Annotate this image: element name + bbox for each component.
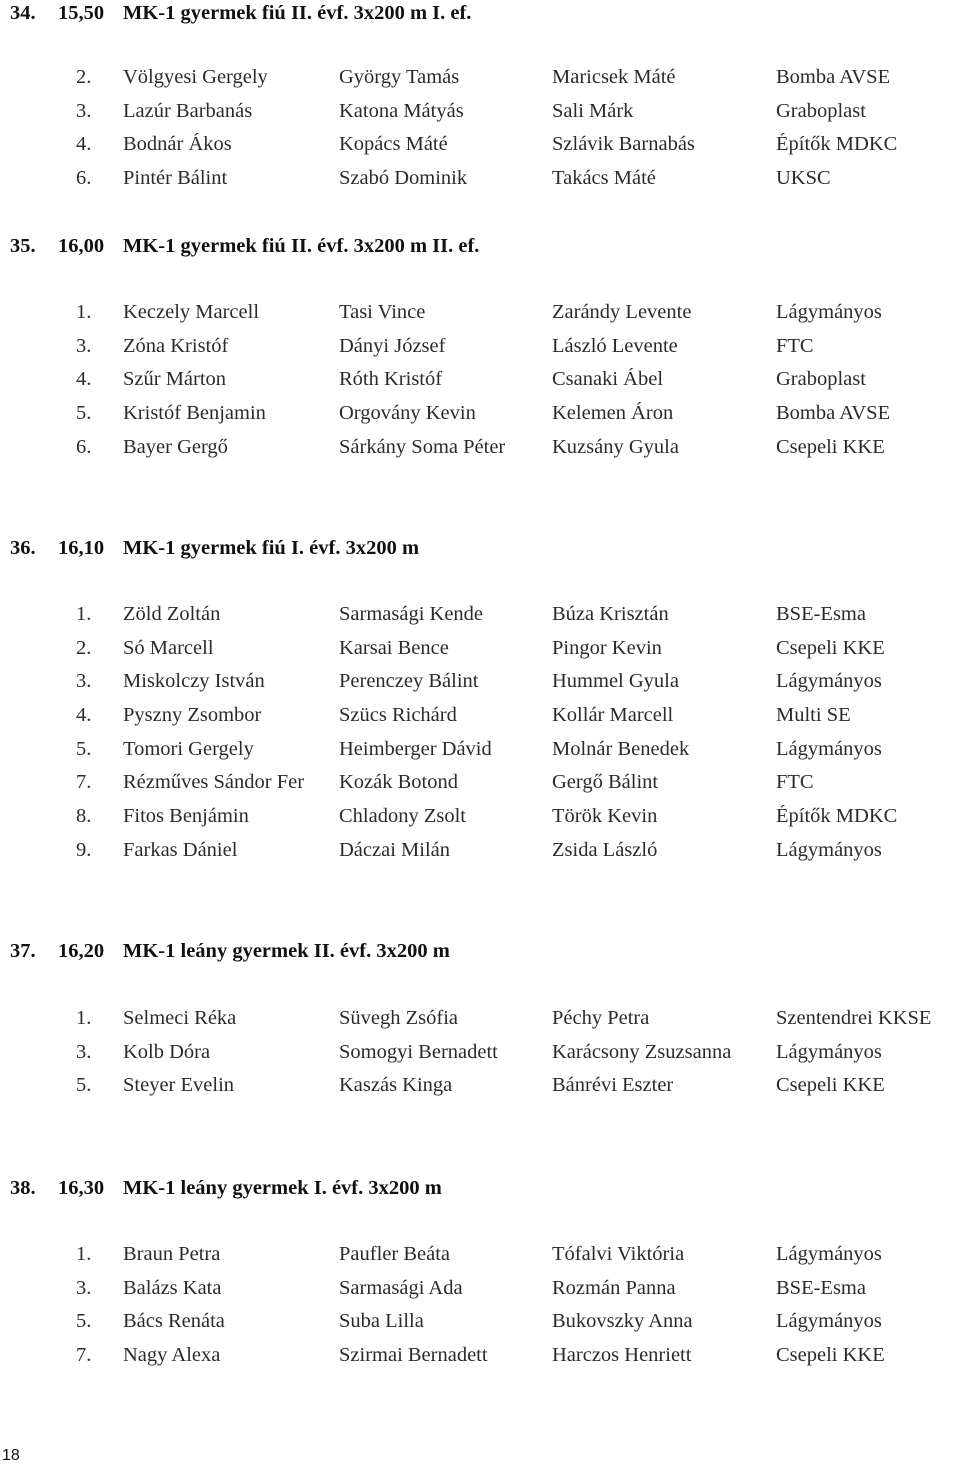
paddler-3-cell: Pingor Kevin: [552, 636, 662, 659]
club-cell: Bomba AVSE: [776, 66, 891, 88]
result-row: [0, 133, 960, 167]
club-cell: Multi SE: [776, 704, 851, 727]
club-cell: Csepeli KKE: [776, 636, 885, 659]
result-row: [0, 738, 960, 772]
paddler-1-cell: Steyer Evelin: [123, 1074, 235, 1097]
club-cell: Bomba AVSE: [776, 402, 891, 425]
paddler-3-cell: Karácsony Zsuzsanna: [552, 1040, 732, 1063]
club-cell: Csepeli KKE: [776, 1074, 885, 1097]
paddler-2-cell: Paufler Beáta: [339, 1243, 450, 1265]
paddler-2-cell: Chladony Zsolt: [339, 805, 466, 828]
club-cell: Építők MDKC: [776, 133, 898, 156]
place-cell: 3.: [76, 670, 92, 693]
place-cell: 8.: [76, 805, 92, 828]
paddler-1-cell: Bayer Gergő: [123, 435, 228, 458]
event-number: 37.: [10, 940, 36, 962]
paddler-3-cell: Molnár Benedek: [552, 737, 690, 760]
paddler-2-cell: Orgovány Kevin: [339, 402, 476, 425]
results-list: [0, 66, 960, 201]
club-cell: Lágymányos: [776, 1310, 882, 1333]
club-cell: Lágymányos: [776, 1243, 882, 1265]
result-row: [0, 301, 960, 335]
paddler-1-cell: Zóna Kristóf: [123, 334, 229, 357]
paddler-3-cell: Zarándy Levente: [552, 301, 692, 323]
paddler-3-cell: Kuzsány Gyula: [552, 435, 679, 458]
paddler-1-cell: Braun Petra: [123, 1243, 221, 1265]
result-row: [0, 368, 960, 402]
paddler-1-cell: Völgyesi Gergely: [123, 66, 268, 88]
event-time: 15,50: [58, 2, 105, 24]
event-number: 38.: [10, 1177, 36, 1199]
paddler-2-cell: Somogyi Bernadett: [339, 1040, 498, 1063]
paddler-2-cell: Kaszás Kinga: [339, 1074, 453, 1097]
event-time: 16,30: [58, 1177, 105, 1199]
event-title: MK-1 leány gyermek II. évf. 3x200 m: [123, 940, 450, 962]
place-cell: 3.: [76, 99, 92, 122]
club-cell: Lágymányos: [776, 670, 882, 693]
paddler-2-cell: Dányi József: [339, 334, 446, 357]
paddler-1-cell: Bács Renáta: [123, 1310, 225, 1333]
paddler-2-cell: Sarmasági Kende: [339, 603, 484, 625]
place-cell: 4.: [76, 368, 92, 391]
place-cell: 1.: [76, 603, 92, 625]
event-number: 34.: [10, 2, 36, 24]
club-cell: BSE-Esma: [776, 603, 866, 625]
paddler-1-cell: Pintér Bálint: [123, 167, 228, 190]
event-title: MK-1 gyermek fiú II. évf. 3x200 m II. ef.: [123, 235, 480, 257]
result-row: [0, 1277, 960, 1311]
place-cell: 1.: [76, 1007, 92, 1029]
paddler-3-cell: Szlávik Barnabás: [552, 133, 695, 156]
paddler-2-cell: Tasi Vince: [339, 301, 426, 323]
place-cell: 6.: [76, 167, 92, 190]
paddler-1-cell: Rézműves Sándor Fer: [123, 771, 305, 794]
club-cell: Lágymányos: [776, 1040, 882, 1063]
place-cell: 6.: [76, 435, 92, 458]
place-cell: 3.: [76, 1276, 92, 1299]
paddler-3-cell: Sali Márk: [552, 99, 634, 122]
paddler-3-cell: Bukovszky Anna: [552, 1310, 693, 1333]
club-cell: BSE-Esma: [776, 1276, 866, 1299]
result-row: [0, 637, 960, 671]
result-row: [0, 603, 960, 637]
paddler-3-cell: Maricsek Máté: [552, 66, 676, 88]
event-number: 36.: [10, 537, 36, 559]
paddler-1-cell: Lazúr Barbanás: [123, 99, 253, 122]
result-row: [0, 670, 960, 704]
results-list: [0, 301, 960, 469]
paddler-1-cell: Fitos Benjámin: [123, 805, 249, 828]
result-row: [0, 839, 960, 873]
place-cell: 2.: [76, 636, 92, 659]
paddler-1-cell: Miskolczy István: [123, 670, 265, 693]
club-cell: Szentendrei KKSE: [776, 1007, 932, 1029]
event-title: MK-1 gyermek fiú II. évf. 3x200 m I. ef.: [123, 2, 472, 24]
paddler-3-cell: Harczos Henriett: [552, 1344, 692, 1367]
results-list: [0, 1243, 960, 1378]
result-row: [0, 66, 960, 100]
event-time: 16,00: [58, 235, 105, 257]
club-cell: Építők MDKC: [776, 805, 898, 828]
paddler-1-cell: Szűr Márton: [123, 368, 227, 391]
paddler-3-cell: Gergő Bálint: [552, 771, 659, 794]
paddler-2-cell: György Tamás: [339, 66, 460, 88]
paddler-2-cell: Sarmasági Ada: [339, 1276, 463, 1299]
paddler-2-cell: Róth Kristóf: [339, 368, 443, 391]
paddler-2-cell: Szücs Richárd: [339, 704, 457, 727]
place-cell: 4.: [76, 133, 92, 156]
place-cell: 5.: [76, 737, 92, 760]
result-row: [0, 1074, 960, 1108]
event-title: MK-1 leány gyermek I. évf. 3x200 m: [123, 1177, 442, 1199]
club-cell: Lágymányos: [776, 838, 882, 861]
club-cell: UKSC: [776, 167, 831, 190]
paddler-2-cell: Katona Mátyás: [339, 99, 464, 122]
paddler-3-cell: Zsida László: [552, 838, 658, 861]
event-time: 16,10: [58, 537, 105, 559]
paddler-1-cell: Balázs Kata: [123, 1276, 222, 1299]
paddler-2-cell: Szabó Dominik: [339, 167, 468, 190]
results-list: [0, 1007, 960, 1108]
place-cell: 3.: [76, 1040, 92, 1063]
result-row: [0, 1007, 960, 1041]
event-number: 35.: [10, 235, 36, 257]
result-row: [0, 1243, 960, 1277]
place-cell: 4.: [76, 704, 92, 727]
paddler-2-cell: Kozák Botond: [339, 771, 458, 794]
result-row: [0, 1310, 960, 1344]
paddler-1-cell: Selmeci Réka: [123, 1007, 237, 1029]
paddler-1-cell: Pyszny Zsombor: [123, 704, 262, 727]
club-cell: Csepeli KKE: [776, 1344, 885, 1367]
paddler-3-cell: Bánrévi Eszter: [552, 1074, 674, 1097]
result-row: [0, 100, 960, 134]
paddler-2-cell: Kopács Máté: [339, 133, 448, 156]
club-cell: Csepeli KKE: [776, 435, 885, 458]
paddler-1-cell: Bodnár Ákos: [123, 133, 232, 156]
place-cell: 2.: [76, 66, 92, 88]
club-cell: Graboplast: [776, 99, 866, 122]
club-cell: Lágymányos: [776, 737, 882, 760]
paddler-1-cell: Kristóf Benjamin: [123, 402, 266, 425]
paddler-1-cell: Kolb Dóra: [123, 1040, 211, 1063]
place-cell: 1.: [76, 1243, 92, 1265]
place-cell: 5.: [76, 1310, 92, 1333]
result-row: [0, 805, 960, 839]
paddler-3-cell: László Levente: [552, 334, 678, 357]
place-cell: 7.: [76, 1344, 92, 1367]
results-list: [0, 603, 960, 873]
paddler-1-cell: Zöld Zoltán: [123, 603, 221, 625]
club-cell: FTC: [776, 771, 814, 794]
result-row: [0, 771, 960, 805]
paddler-2-cell: Karsai Bence: [339, 636, 449, 659]
paddler-3-cell: Hummel Gyula: [552, 670, 679, 693]
paddler-1-cell: Nagy Alexa: [123, 1344, 221, 1367]
paddler-3-cell: Tófalvi Viktória: [552, 1243, 685, 1265]
club-cell: Graboplast: [776, 368, 866, 391]
result-row: [0, 1041, 960, 1075]
place-cell: 9.: [76, 838, 92, 861]
paddler-3-cell: Péchy Petra: [552, 1007, 650, 1029]
paddler-2-cell: Süvegh Zsófia: [339, 1007, 458, 1029]
paddler-2-cell: Suba Lilla: [339, 1310, 424, 1333]
club-cell: FTC: [776, 334, 814, 357]
paddler-2-cell: Heimberger Dávid: [339, 737, 492, 760]
result-row: [0, 402, 960, 436]
place-cell: 5.: [76, 1074, 92, 1097]
page-number: 18: [2, 1447, 20, 1464]
club-cell: Lágymányos: [776, 301, 882, 323]
paddler-2-cell: Sárkány Soma Péter: [339, 435, 506, 458]
event-time: 16,20: [58, 940, 105, 962]
place-cell: 5.: [76, 402, 92, 425]
place-cell: 7.: [76, 771, 92, 794]
result-row: [0, 167, 960, 201]
paddler-2-cell: Szirmai Bernadett: [339, 1344, 488, 1367]
paddler-1-cell: Tomori Gergely: [123, 737, 254, 760]
paddler-3-cell: Kollár Marcell: [552, 704, 674, 727]
paddler-3-cell: Rozmán Panna: [552, 1276, 676, 1299]
paddler-3-cell: Török Kevin: [552, 805, 658, 828]
paddler-1-cell: Keczely Marcell: [123, 301, 260, 323]
event-title: MK-1 gyermek fiú I. évf. 3x200 m: [123, 537, 420, 559]
result-row: [0, 704, 960, 738]
place-cell: 3.: [76, 334, 92, 357]
paddler-3-cell: Takács Máté: [552, 167, 656, 190]
result-row: [0, 335, 960, 369]
paddler-1-cell: Farkas Dániel: [123, 838, 238, 861]
paddler-3-cell: Csanaki Ábel: [552, 368, 664, 391]
result-row: [0, 436, 960, 470]
paddler-1-cell: Só Marcell: [123, 636, 214, 659]
result-row: [0, 1344, 960, 1378]
place-cell: 1.: [76, 301, 92, 323]
paddler-3-cell: Kelemen Áron: [552, 402, 674, 425]
paddler-2-cell: Dáczai Milán: [339, 838, 450, 861]
paddler-3-cell: Búza Krisztán: [552, 603, 669, 625]
paddler-2-cell: Perenczey Bálint: [339, 670, 479, 693]
